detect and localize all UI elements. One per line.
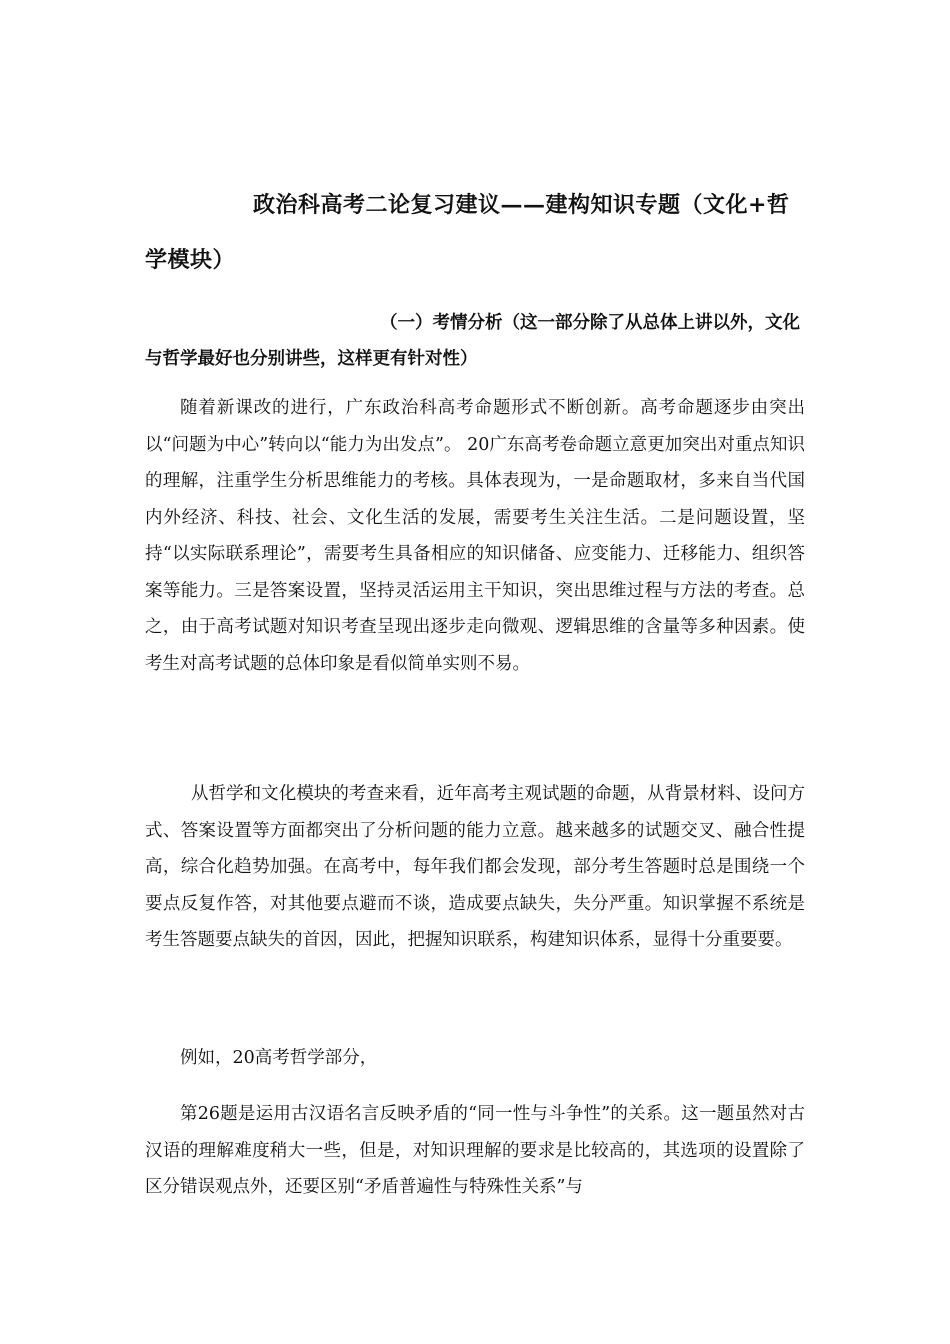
section-heading: （一）考情分析（这一部分除了从总体上讲以外，文化与哲学最好也分别讲些，这样更有针对性） [145,313,800,369]
paragraph-3: 例如，20高考哲学部分， [180,1048,378,1068]
paragraph-4: 第26题是运用古汉语名言反映矛盾的“同一性与斗争性”的关系。这一题虽然对古汉语的理解难度稍大一些，但是，对知识理解的要求是比较高的，其选项的设置除了区分错误观点外，还要区别“矛盾普遍性与特殊性关系”与 [145,1104,805,1197]
paragraph-1: 随着新课改的进行，广东政治科高考命题形式不断创新。高考命题逐步由突出以“问题为中心”转向以“能力为出发点”。 20广东高考卷命题立意更加突出对重点知识的理解，注重学生分析思维能力的考核。具体表现为，一是命题取材，多来自当代国内外经济、科技、社会、文化生活的发展，需要考生关注生活。二是问题设置，坚持“以实际联系理论”，需要考生具备相应的知识储备、应变能力、迁移能力、组织答案等能力。三是答案设置，坚持灵活运用主干知识，突出思维过程与方法的考查。总之，由于高考试题对知识考查呈现出逐步走向微观、逻辑思维的含量等多种因素。使考生对高考试题的总体印象是看似简单实则不易。 [145,398,805,674]
paragraph-2: 从哲学和文化模块的考查来看，近年高考主观试题的命题，从背景材料、设问方式、答案设置等方面都突出了分析问题的能力立意。越来越多的试题交叉、融合性提高，综合化趋势加强。在高考中，每年我们都会发现，部分考生答题时总是围绕一个要点反复作答，对其他要点避而不谈，造成要点缺失，失分严重。知识掌握不系统是考生答题要点缺失的首因，因此，把握知识联系，构建知识体系，显得十分重要要。 [145,784,805,950]
document-title: 政治科高考二论复习建议——建构知识专题（文化+哲学模块） [145,192,790,273]
